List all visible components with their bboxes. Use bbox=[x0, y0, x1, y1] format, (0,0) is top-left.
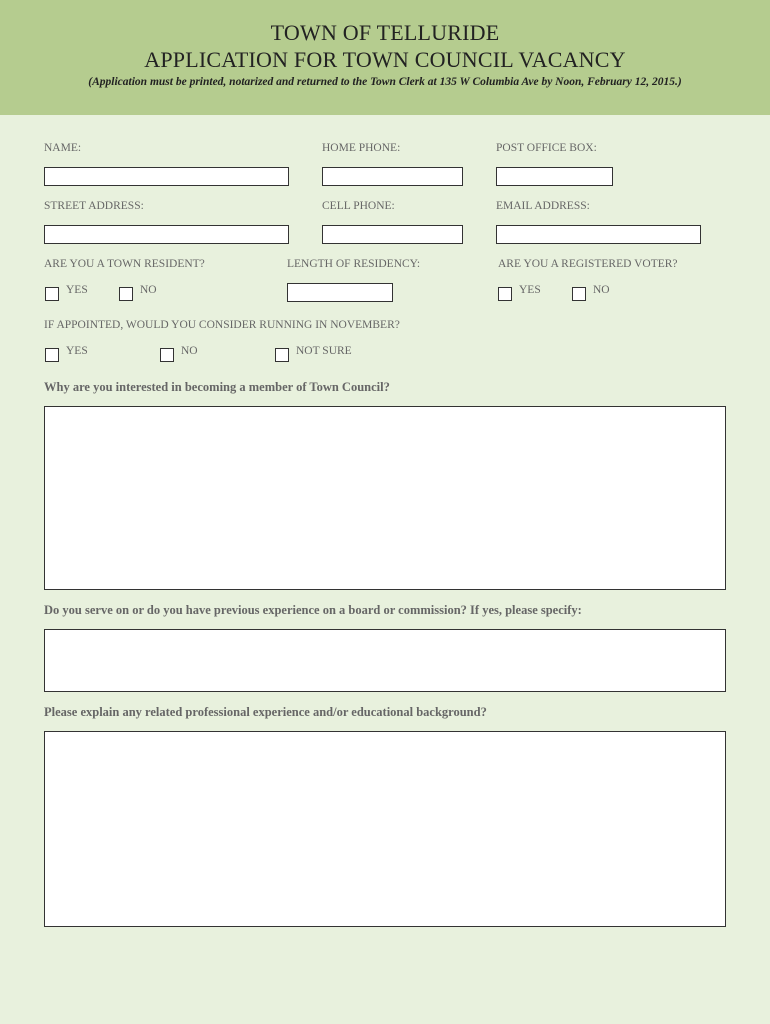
home-phone-field[interactable] bbox=[322, 167, 463, 186]
email-field[interactable] bbox=[496, 225, 701, 244]
residency-length-field[interactable] bbox=[287, 283, 393, 302]
resident-no-label: NO bbox=[140, 284, 157, 296]
resident-no-checkbox[interactable] bbox=[119, 287, 133, 301]
running-yes-label: YES bbox=[66, 345, 88, 357]
form-title-line1: TOWN OF TELLURIDE bbox=[270, 20, 500, 45]
running-question-label: IF APPOINTED, WOULD YOU CONSIDER RUNNING IN NOVEMBER? bbox=[44, 319, 400, 331]
cell-phone-label: CELL PHONE: bbox=[322, 200, 395, 212]
town-resident-label: ARE YOU A TOWN RESIDENT? bbox=[44, 258, 205, 270]
registered-voter-label: ARE YOU A REGISTERED VOTER? bbox=[498, 258, 678, 270]
po-box-label: POST OFFICE BOX: bbox=[496, 142, 597, 154]
board-question: Do you serve on or do you have previous experience on a board or commission? If yes, please specify: bbox=[44, 603, 582, 617]
form-title-line2: APPLICATION FOR TOWN COUNCIL VACANCY bbox=[144, 47, 626, 72]
cell-phone-field[interactable] bbox=[322, 225, 463, 244]
experience-question: Please explain any related professional experience and/or educational background? bbox=[44, 705, 487, 719]
home-phone-label: HOME PHONE: bbox=[322, 142, 401, 154]
name-label: NAME: bbox=[44, 142, 82, 154]
voter-no-label: NO bbox=[593, 284, 610, 296]
voter-yes-label: YES bbox=[519, 284, 541, 296]
interest-textarea[interactable] bbox=[44, 406, 726, 590]
form-instructions: (Application must be printed, notarized and returned to the Town Clerk at 135 W Columbia Ave by Noon, February 12, 2015.) bbox=[88, 76, 682, 88]
name-field[interactable] bbox=[44, 167, 289, 186]
po-box-field[interactable] bbox=[496, 167, 613, 186]
running-not-sure-checkbox[interactable] bbox=[275, 348, 289, 362]
street-address-field[interactable] bbox=[44, 225, 289, 244]
board-textarea[interactable] bbox=[44, 629, 726, 692]
resident-yes-label: YES bbox=[66, 284, 88, 296]
voter-no-checkbox[interactable] bbox=[572, 287, 586, 301]
experience-textarea[interactable] bbox=[44, 731, 726, 927]
street-address-label: STREET ADDRESS: bbox=[44, 200, 144, 212]
residency-length-label: LENGTH OF RESIDENCY: bbox=[287, 258, 421, 270]
form-header bbox=[0, 0, 770, 115]
running-not-sure-label: NOT SURE bbox=[296, 345, 352, 357]
voter-yes-checkbox[interactable] bbox=[498, 287, 512, 301]
interest-question: Why are you interested in becoming a member of Town Council? bbox=[44, 380, 390, 394]
running-no-checkbox[interactable] bbox=[160, 348, 174, 362]
running-yes-checkbox[interactable] bbox=[45, 348, 59, 362]
running-no-label: NO bbox=[181, 345, 198, 357]
email-label: EMAIL ADDRESS: bbox=[496, 200, 590, 212]
resident-yes-checkbox[interactable] bbox=[45, 287, 59, 301]
